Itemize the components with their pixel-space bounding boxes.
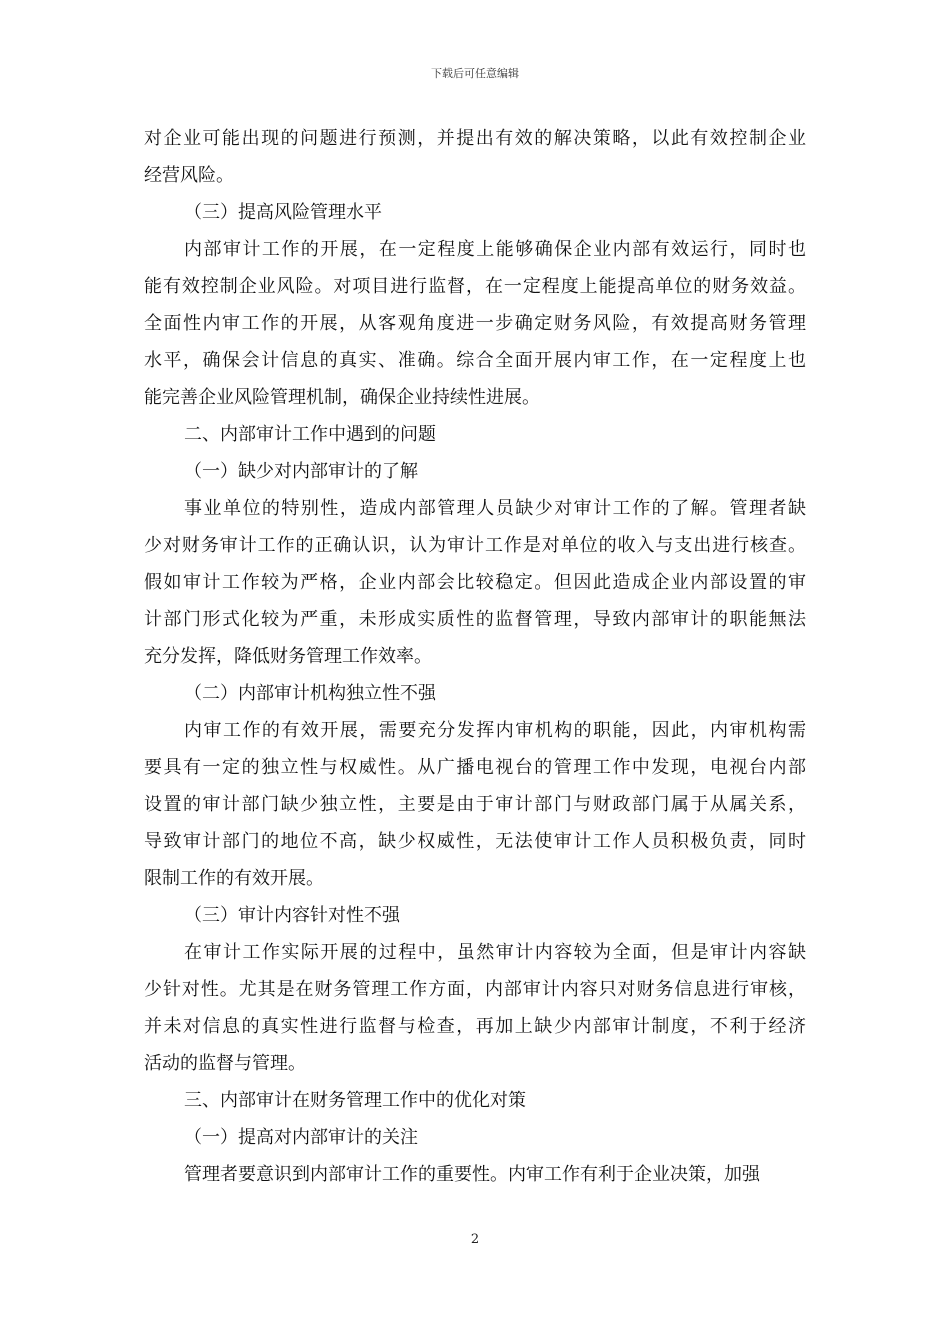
text-line: 导致审计部门的地位不高，缺少权威性，无法使审计工作人员积极负责，同时 bbox=[144, 831, 806, 852]
text-line: 限制工作的有效开展。 bbox=[144, 868, 324, 889]
text-line: 经营风险。 bbox=[144, 165, 234, 186]
text-line: （一）缺少对内部审计的了解 bbox=[184, 461, 418, 482]
text-line: （三）审计内容针对性不强 bbox=[184, 905, 400, 926]
text-line: 管理者要意识到内部审计工作的重要性。内审工作有利于企业决策，加强 bbox=[184, 1164, 760, 1185]
text-line: 充分发挥，降低财务管理工作效率。 bbox=[144, 646, 432, 667]
text-line: 二、内部审计工作中遇到的问题 bbox=[184, 424, 436, 445]
text-line: 在审计工作实际开展的过程中，虽然审计内容较为全面，但是审计内容缺 bbox=[184, 942, 806, 963]
document-body bbox=[144, 120, 806, 1193]
text-line: 三、内部审计在财务管理工作中的优化对策 bbox=[184, 1090, 526, 1111]
text-line: 少针对性。尤其是在财务管理工作方面，内部审计内容只对财务信息进行审核， bbox=[144, 979, 806, 1000]
text-line: 内审工作的有效开展，需要充分发挥内审机构的职能，因此，内审机构需 bbox=[184, 720, 806, 741]
text-line: 内部审计工作的开展，在一定程度上能够确保企业内部有效运行，同时也 bbox=[184, 239, 806, 260]
text-line: （二）内部审计机构独立性不强 bbox=[184, 683, 436, 704]
text-line: （一）提高对内部审计的关注 bbox=[184, 1127, 418, 1148]
text-line: 活动的监督与管理。 bbox=[144, 1053, 306, 1074]
text-line: （三）提高风险管理水平 bbox=[184, 202, 382, 223]
text-line: 水平，确保会计信息的真实、准确。综合全面开展内审工作，在一定程度上也 bbox=[144, 350, 806, 371]
text-line: 对企业可能出现的问题进行预测，并提出有效的解决策略，以此有效控制企业 bbox=[144, 128, 806, 149]
text-line: 事业单位的特别性，造成内部管理人员缺少对审计工作的了解。管理者缺 bbox=[184, 498, 806, 519]
text-line: 少对财务审计工作的正确认识，认为审计工作是对单位的收入与支出进行核查。 bbox=[144, 535, 806, 556]
text-line: 计部门形式化较为严重，未形成实质性的监督管理，导致内部审计的职能無法 bbox=[144, 609, 806, 630]
text-line: 能完善企业风险管理机制，确保企业持续性进展。 bbox=[144, 387, 540, 408]
text-line: 全面性内审工作的开展，从客观角度进一步确定财务风险，有效提高财务管理 bbox=[144, 313, 806, 334]
text-line: 并未对信息的真实性进行监督与检查，再加上缺少内部审计制度，不利于经济 bbox=[144, 1016, 806, 1037]
text-line: 设置的审计部门缺少独立性，主要是由于审计部门与财政部门属于从属关系， bbox=[144, 794, 806, 815]
text-line: 要具有一定的独立性与权威性。从广播电视台的管理工作中发现，电视台内部 bbox=[144, 757, 806, 778]
text-line: 假如审计工作较为严格，企业内部会比较稳定。但因此造成企业内部设置的审 bbox=[144, 572, 806, 593]
page-number: 2 bbox=[470, 1232, 480, 1247]
page-header: 下载后可任意编辑 bbox=[431, 67, 519, 80]
text-line: 能有效控制企业风险。对项目进行监督，在一定程度上能提高单位的财务效益。 bbox=[144, 276, 806, 297]
